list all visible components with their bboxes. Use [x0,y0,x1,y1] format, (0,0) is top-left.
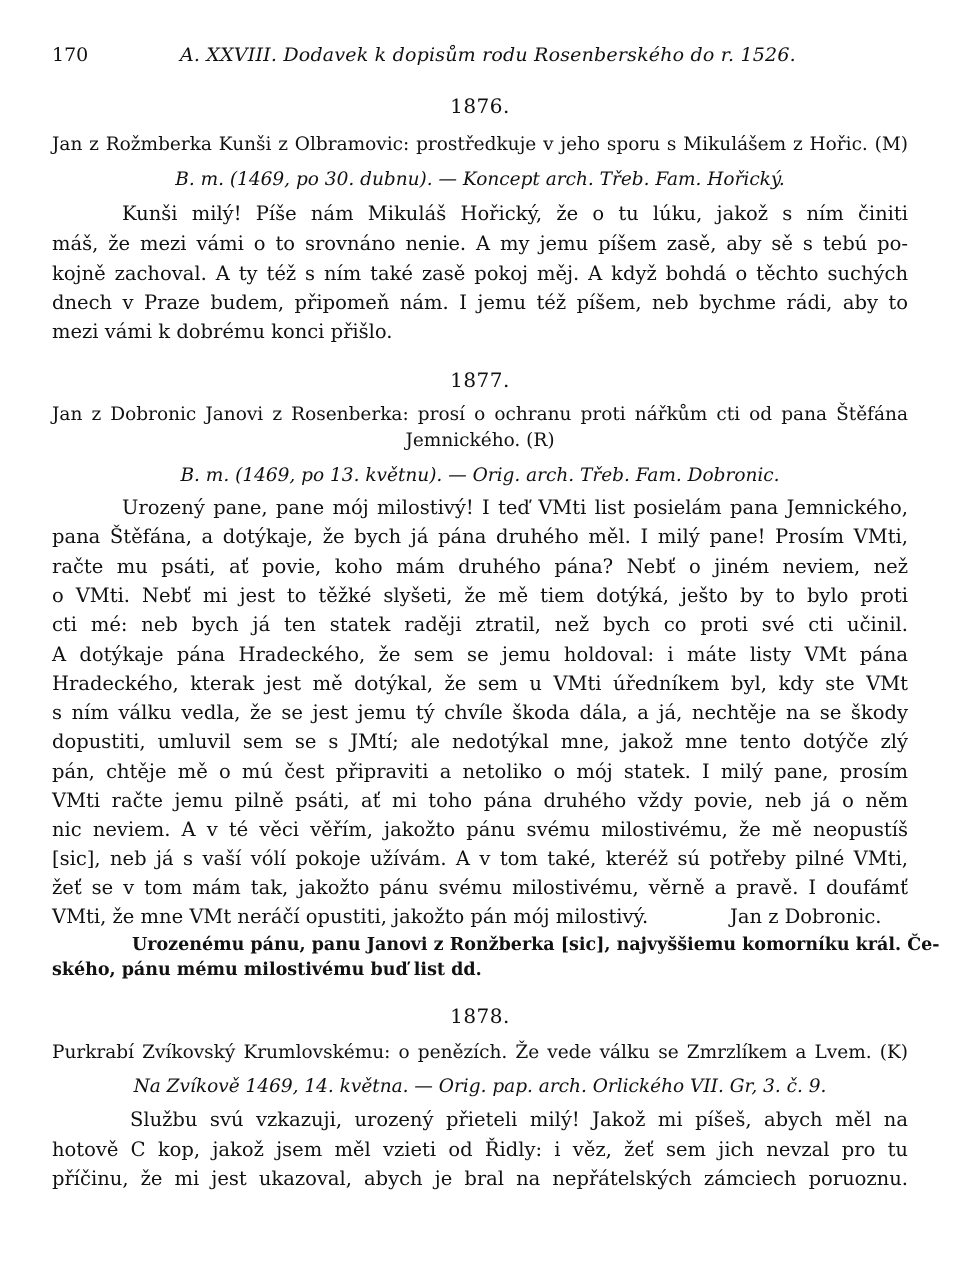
regest-1878: Purkrabí Zvíkovský Krumlovskému: o penězích. Že vede válku se Zmrzlíkem a Lvem. (K) [52,1042,908,1063]
source-note-1877: B. m. (1469, po 13. květnu). — Orig. arch. Třeb. Fam. Dobronic. [180,465,780,486]
text-line: dnech v Praze budem, připomeň nám. I jemu též píšem, neb bychme rádi, aby to [52,291,908,314]
address-line: ského, pánu mému milostivému buď list dd. [52,960,482,980]
signature: Jan z Dobronic. [730,905,882,928]
text-line: A dotýkaje pána Hradeckého, že sem se jemu holdoval: i máte listy VMt pána [52,643,908,666]
text-line: příčinu, že mi jest ukazoval, abych je bral na nepřátelských zámciech poruoznu. [52,1167,908,1190]
text-line: s ním válku vedla, že se jest jemu tý chvíle škoda dála, a já, nechtěje na se škody [52,701,908,724]
source-note-1876: B. m. (1469, po 30. dubnu). — Koncept arch. Třeb. Fam. Hořický. [175,169,785,190]
regest-1876: Jan z Rožmberka Kunši z Olbramovic: prostředkuje v jeho sporu s Mikulášem z Hořic. (M) [52,134,908,155]
text-line: VMti, že mne VMt neráčí opustiti, jakožto pán mój milostivý. [52,905,649,928]
page-header [52,44,908,74]
text-line: dopustiti, umluvil sem se s JMtí; ale nedotýkal mne, jakož mne tento dotýče zlý [52,730,908,753]
text-line: pana Štěfána, a dotýkaje, že bych já pána druhého měl. I milý pane! Prosím VMti, [52,525,908,548]
source-note-1878: Na Zvíkově 1469, 14. května. — Orig. pap. arch. Orlického VII. Gr, 3. č. 9. [133,1076,827,1097]
text-line: cti mé: neb bych já ten statek raději ztratil, než bych co proti své cti učinil. [52,613,908,636]
document-number-1878: 1878. [450,1004,510,1028]
text-line: VMti račte jemu pilně psáti, ať mi toho pána druhého vždy povie, neb já o něm [52,789,908,812]
text-line: Službu svú vzkazuji, urozený přieteli milý! Jakož mi píšeš, abych měl na [130,1108,908,1131]
text-line: Kunši milý! Píše nám Mikuláš Hořický, že o tu lúku, jakož s ním činiti [122,202,908,225]
text-line: pán, chtěje mě o mú čest připraviti a netoliko o mój statek. I milý pane, prosím [52,760,908,783]
text-line: máš, že mezi vámi o to srovnáno nenie. A my jemu píšem zasě, aby sě s tebú po- [52,232,908,255]
document-number-1877: 1877. [450,368,510,392]
regest-1877: Jan z Dobronic Janovi z Rosenberka: prosí o ochranu proti nářkům cti od pana Štěfána [52,404,908,425]
regest-1877-continued: Jemnického. (R) [405,430,555,451]
text-line: nic neviem. A v té věci věřím, jakožto pánu svému milostivému, že mě neopustíš [52,818,908,841]
document-number-1876: 1876. [450,94,510,118]
text-line: račte mu psáti, ať povie, koho mám druhého pána? Nebť o jiném neviem, než [52,555,908,578]
text-line: [sic], neb já s vaší vólí pokoje užívám. A v tom také, kteréž sú potřeby pilné VMti, [52,847,908,870]
running-title: A. XXVIII. Dodavek k dopisům rodu Rosenberského do r. 1526. [180,44,796,66]
text-line: žeť se v tom mám tak, jakožto pánu svému milostivému, věrně a pravě. I doufámť [52,876,908,899]
text-line: hotově C kop, jakož jsem měl vzieti od Řidly: i věz, žeť sem jich nevzal pro tu [52,1138,908,1161]
text-line: Urozený pane, pane mój milostivý! I teď VMti list posielám pana Jemnického, [122,496,908,519]
address-line: Urozenému pánu, panu Janovi z Ronžberka [sic], najvyššiemu komorníku král. Če- [132,935,940,955]
text-line: Hradeckého, kterak jest mě dotýkal, že sem u VMti úředníkem byl, kdy ste VMt [52,672,908,695]
text-line: mezi vámi k dobrému konci přišlo. [52,320,393,343]
page-number: 170 [52,44,89,66]
text-line: o VMti. Nebť mi jest to těžké slyšeti, že mě tiem dotýká, ješto by to bylo proti [52,584,908,607]
text-line: kojně zachoval. A ty též s ním také zasě pokoj měj. A když bohdá o těchto suchých [52,262,908,285]
